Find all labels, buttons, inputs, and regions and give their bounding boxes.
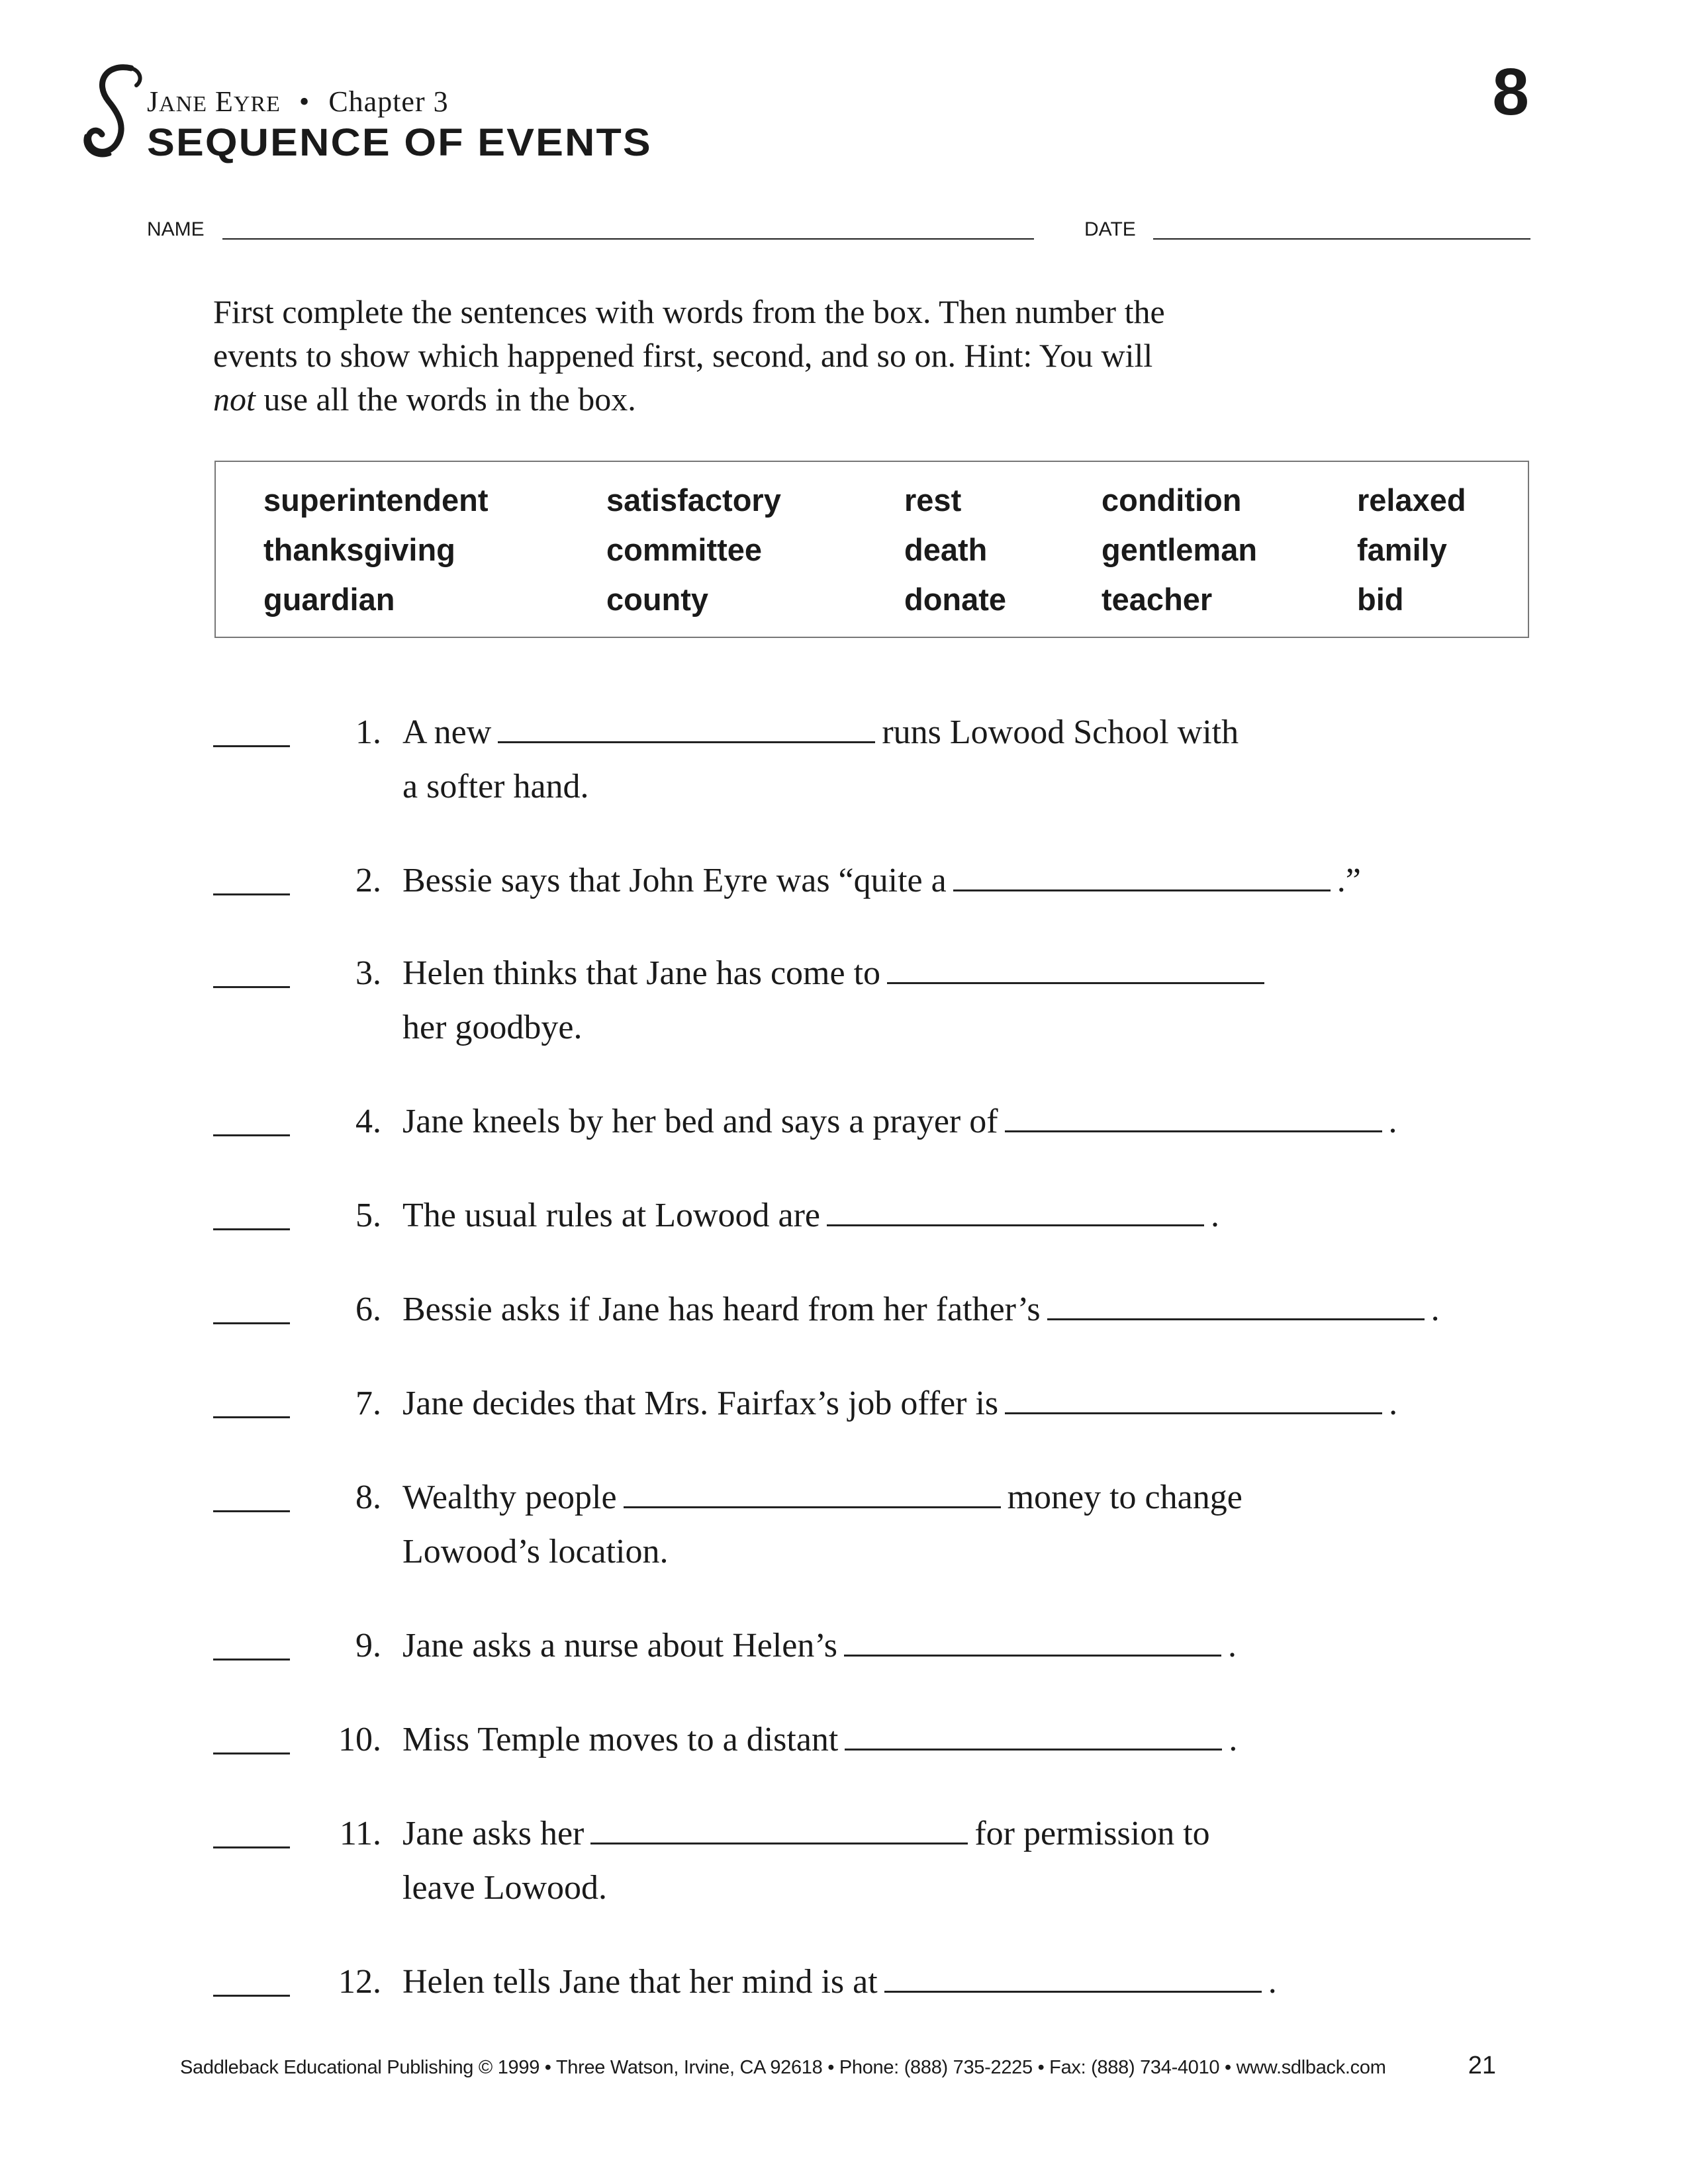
word-box-word: committee — [606, 532, 763, 567]
item-text-before: Jane decides that Mrs. Fairfax’s job offer is — [402, 1385, 999, 1422]
item-text-before: Jane asks her — [402, 1815, 585, 1852]
answer-blank[interactable] — [887, 949, 1264, 984]
item-text — [402, 1095, 1561, 1149]
item-number: 3. — [355, 954, 381, 992]
item-text-before: Bessie says that John Eyre was “quite a — [402, 862, 947, 899]
item-number: 5. — [355, 1197, 381, 1234]
instructions — [213, 290, 1438, 421]
item-number: 1. — [355, 713, 381, 751]
item-text — [402, 946, 1561, 1055]
item-text — [402, 705, 1561, 814]
item-text-after: money to change — [1007, 1479, 1243, 1516]
item-text-after: runs Lowood School with — [882, 713, 1239, 751]
order-blank[interactable] — [213, 1416, 290, 1418]
word-box-word: gentleman — [1102, 532, 1258, 567]
item-text-after: for permission to — [974, 1815, 1210, 1852]
item-text-continued: leave Lowood. — [402, 1869, 608, 1907]
item-text-before: The usual rules at Lowood are — [402, 1197, 821, 1234]
item-text-continued: her goodbye. — [402, 1009, 583, 1046]
item-text — [402, 1189, 1561, 1243]
word-box-word: county — [606, 582, 709, 617]
item-text-after: . — [1389, 1385, 1398, 1422]
answer-blank[interactable] — [1005, 1097, 1382, 1132]
item-text-after: . — [1228, 1627, 1237, 1664]
answer-blank[interactable] — [1047, 1285, 1425, 1320]
order-blank[interactable] — [213, 893, 290, 895]
name-field[interactable] — [222, 238, 1034, 240]
publisher-s-logo-icon — [79, 63, 152, 162]
item-text-before: Jane asks a nurse about Helen’s — [402, 1627, 838, 1664]
word-box-word: rest — [904, 482, 962, 518]
order-blank[interactable] — [213, 1846, 290, 1848]
item-text — [402, 1955, 1561, 2009]
item-text-continued: a softer hand. — [402, 768, 589, 805]
order-blank[interactable] — [213, 1510, 290, 1512]
item-text — [402, 1713, 1561, 1767]
page-number: 21 — [1468, 2052, 1496, 2079]
item-text-after: . — [1211, 1197, 1220, 1234]
page-title: SEQUENCE OF EVENTS — [147, 121, 652, 164]
answer-blank[interactable] — [845, 1715, 1222, 1751]
order-blank[interactable] — [213, 986, 290, 988]
word-box-word: bid — [1357, 582, 1404, 617]
series-separator: • — [299, 85, 310, 118]
answer-blank[interactable] — [953, 856, 1331, 891]
word-box-word: teacher — [1102, 582, 1213, 617]
series-rest-1: ANE — [159, 92, 208, 116]
item-text-after: . — [1388, 1103, 1397, 1140]
item-number: 7. — [355, 1385, 381, 1422]
instructions-line-3-rest: use all the words in the box. — [255, 381, 636, 418]
chapter-label: Chapter 3 — [328, 85, 449, 118]
word-box — [214, 461, 1529, 638]
answer-blank[interactable] — [827, 1191, 1204, 1226]
item-text-before: Miss Temple moves to a distant — [402, 1721, 839, 1758]
item-text — [402, 1471, 1561, 1579]
item-number: 4. — [355, 1103, 381, 1140]
item-text-before: Bessie asks if Jane has heard from her father’s — [402, 1291, 1041, 1328]
date-label: DATE — [1084, 218, 1136, 240]
date-field[interactable] — [1153, 238, 1530, 240]
answer-blank[interactable] — [498, 708, 875, 743]
item-text — [402, 1283, 1561, 1337]
series-cap-1: J — [147, 85, 160, 118]
item-number: 11. — [339, 1815, 381, 1852]
answer-blank[interactable] — [590, 1809, 968, 1844]
order-blank[interactable] — [213, 1752, 290, 1754]
publisher-footer: Saddleback Educational Publishing © 1999 • Three Watson, Irvine, CA 92618 • Phone: (888) 735-2225 • Fax: (888) 734-4010 • www.sdlback.com — [180, 2057, 1386, 2078]
item-text-before: Helen tells Jane that her mind is at — [402, 1963, 878, 2001]
item-text-continued: Lowood’s location. — [402, 1533, 669, 1570]
answer-blank[interactable] — [884, 1958, 1262, 1993]
word-box-word: condition — [1102, 482, 1242, 518]
item-text — [402, 1377, 1561, 1431]
word-box-word: thanksgiving — [263, 532, 455, 567]
order-blank[interactable] — [213, 1134, 290, 1136]
item-number: 2. — [355, 862, 381, 899]
item-number: 8. — [355, 1479, 381, 1516]
word-box-word: death — [904, 532, 988, 567]
item-text-after: . — [1430, 1291, 1440, 1328]
item-number: 10. — [338, 1721, 381, 1758]
item-text-before: Wealthy people — [402, 1479, 617, 1516]
item-text — [402, 854, 1561, 908]
item-text-before: A new — [402, 713, 492, 751]
item-text — [402, 1807, 1561, 1915]
item-text-before: Jane kneels by her bed and says a prayer of — [402, 1103, 998, 1140]
item-text-after: .” — [1336, 862, 1361, 899]
word-box-word: superintendent — [263, 482, 489, 518]
item-text-before: Helen thinks that Jane has come to — [402, 954, 881, 992]
instructions-line-1: First complete the sentences with words from the box. Then number the — [213, 293, 1165, 330]
item-number: 12. — [338, 1963, 381, 2001]
series-rest-2: YRE — [233, 92, 281, 116]
order-blank[interactable] — [213, 745, 290, 747]
item-number: 6. — [355, 1291, 381, 1328]
item-text-after: . — [1268, 1963, 1277, 2001]
item-number: 9. — [355, 1627, 381, 1664]
word-box-word: satisfactory — [606, 482, 781, 518]
answer-blank[interactable] — [844, 1621, 1221, 1657]
word-box-word: family — [1357, 532, 1447, 567]
order-blank[interactable] — [213, 1322, 290, 1324]
order-blank[interactable] — [213, 1995, 290, 1997]
series-cap-2: E — [215, 85, 234, 118]
instructions-line-2: events to show which happened first, second, and so on. Hint: You will — [213, 337, 1153, 374]
instructions-line-3 — [213, 377, 1438, 421]
item-text-after: . — [1229, 1721, 1238, 1758]
name-label: NAME — [147, 218, 205, 240]
word-box-word: relaxed — [1357, 482, 1466, 518]
word-box-word: guardian — [263, 582, 395, 617]
lesson-number: 8 — [1492, 55, 1529, 129]
answer-blank[interactable] — [1005, 1379, 1382, 1414]
order-blank[interactable] — [213, 1659, 290, 1661]
item-text — [402, 1619, 1561, 1673]
instructions-emphasis: not — [213, 381, 256, 418]
word-box-word: donate — [904, 582, 1007, 617]
answer-blank[interactable] — [624, 1473, 1001, 1508]
series-title — [147, 85, 449, 118]
order-blank[interactable] — [213, 1228, 290, 1230]
